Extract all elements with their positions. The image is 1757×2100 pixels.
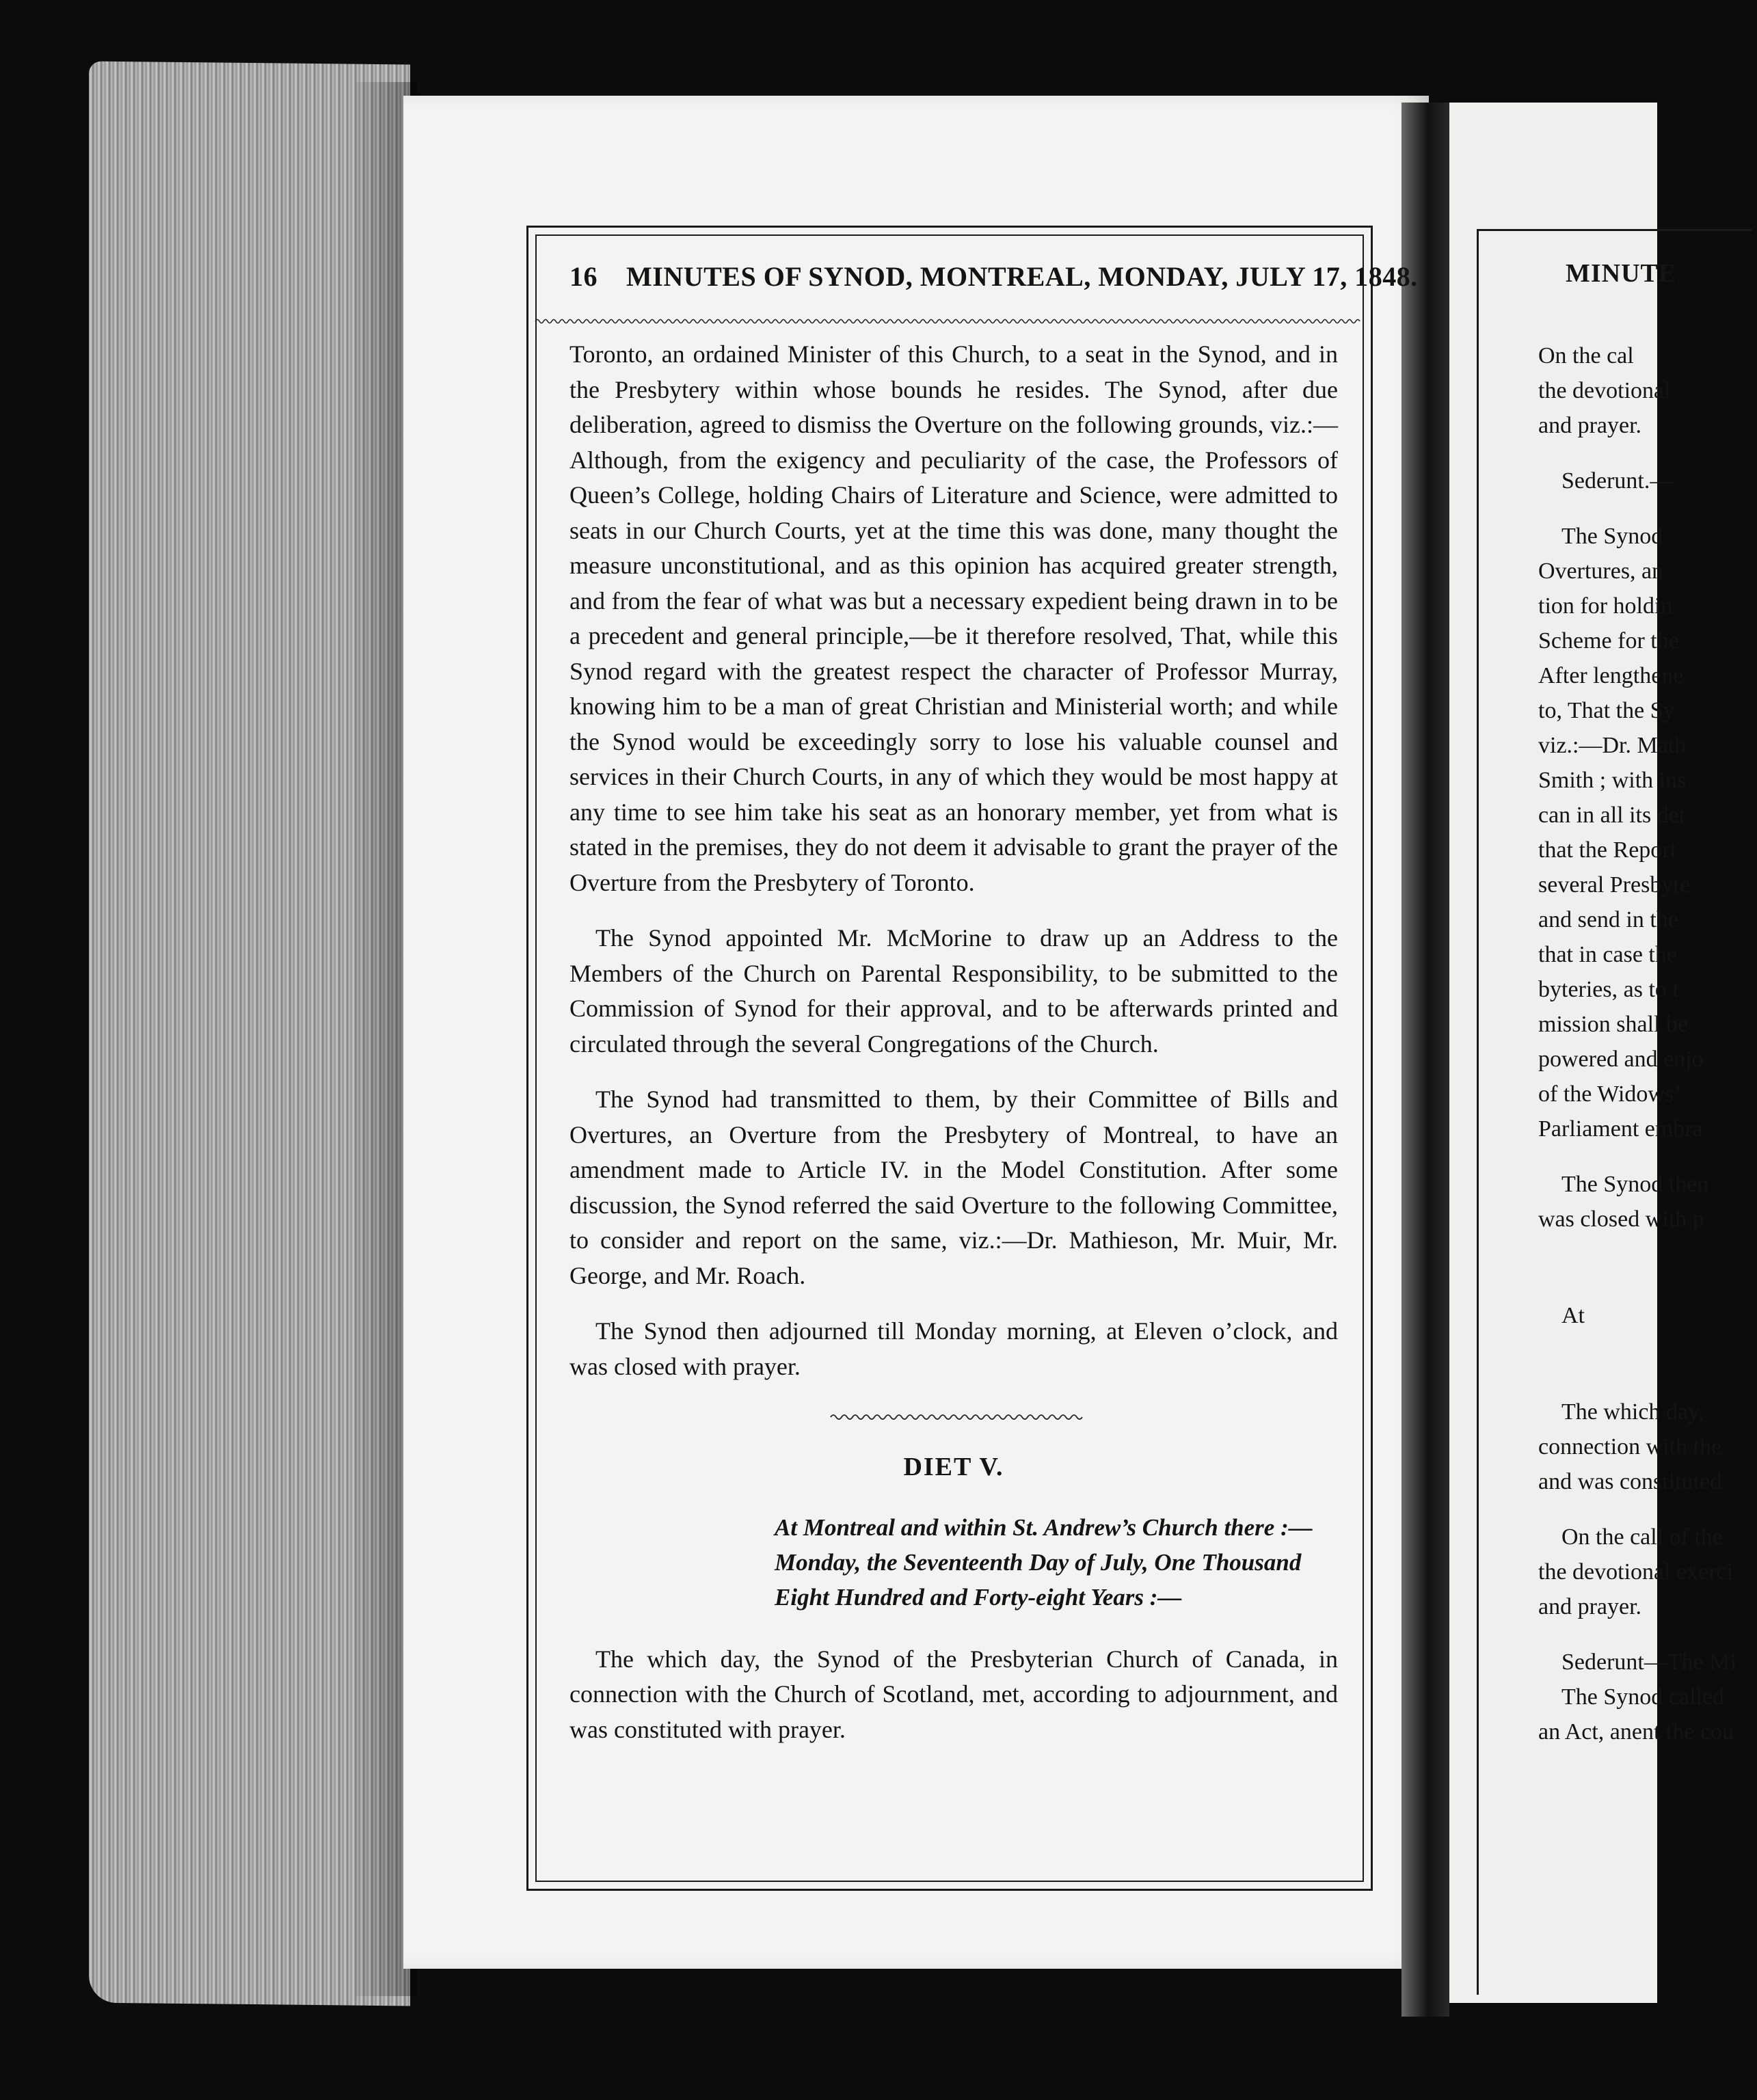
right-page-line: The which day, bbox=[1561, 1399, 1704, 1425]
right-page-line: powered and enjo bbox=[1538, 1047, 1704, 1072]
right-page-line: that in case the bbox=[1538, 942, 1677, 967]
right-page-line: Parliament embra bbox=[1538, 1116, 1703, 1142]
right-page-gap bbox=[1538, 498, 1757, 519]
right-page-line: of the Widows’ bbox=[1538, 1081, 1682, 1107]
right-page-line: was closed with p bbox=[1538, 1207, 1704, 1232]
text-frame bbox=[526, 226, 1418, 1891]
right-page-gap bbox=[1538, 1499, 1757, 1520]
paragraph-1: Toronto, an ordained Minister of this Church, to a seat in the Synod, and in the Presbytery within whose bounds he resides. The Synod, after due deliberation, agreed to dismiss the Overture on the following grounds, viz.:—Although, from the exigency and peculiarity of the case, the Professors of Queen’s College, holding Chairs of Literature and Science, were admitted to seats in our Church Courts, yet at the time this was done, many thought the measure unconstitutional, and as this opinion has acquired greater strength, and from the fear of what was but a necessary expedient being drawn in to be a precedent and general principle,—be it therefore resolved, That, while this Synod regard with the greatest respect the character of Professor Murray, knowing him to be a man of great Christian and Ministerial worth; and while the Synod would be exceedingly sorry to lose his valuable counsel and services in their Church Courts, in any of which they would be most happy at any time to see him take his seat as an honorary member, yet from what is stated in the premises, they do not deem it advisable to grant the prayer of the Overture from the Presbytery of Toronto. bbox=[569, 340, 1338, 896]
right-page-gap bbox=[1538, 1624, 1757, 1645]
paragraph-2: The Synod appointed Mr. McMorine to draw up an Address to the Members of the Church on Parental Responsibility, to be submitted to the Commission of Synod for their approval, and to be afterwards printed and circulated through the several Congregations of the Church. bbox=[569, 924, 1338, 1058]
right-page-line: and was constituted bbox=[1538, 1469, 1722, 1494]
right-page-line: tion for holdin bbox=[1538, 593, 1673, 619]
right-page-line: and send in the bbox=[1538, 907, 1678, 932]
right-page-line: Sederunt.— bbox=[1561, 468, 1674, 494]
right-page-line: The Synod called bbox=[1561, 1684, 1724, 1710]
right-page-line: the devotional exerci bbox=[1538, 1559, 1734, 1585]
page-number: 16 bbox=[569, 261, 598, 292]
ornamental-rule bbox=[831, 1412, 1077, 1423]
right-page-gap bbox=[1538, 1374, 1757, 1395]
right-page-line: Sederunt—The Mi bbox=[1561, 1650, 1736, 1675]
right-page-gap bbox=[1538, 1333, 1757, 1354]
right-page-line: connection with the bbox=[1538, 1434, 1722, 1459]
right-page-gap bbox=[1538, 1257, 1757, 1278]
closing-paragraph: The which day, the Synod of the Presbyterian Church of Canada, in connection with the Church of Scotland, met, according to adjournment, and was constituted with prayer. bbox=[569, 1645, 1338, 1743]
right-page-line: several Presbyte bbox=[1538, 872, 1690, 898]
right-page-line: The Synod bbox=[1561, 524, 1663, 549]
meeting-line: Eight Hundred and Forty-eight Years :— bbox=[775, 1583, 1182, 1611]
meeting-line: At Montreal and within St. Andrew’s Church there :— bbox=[775, 1513, 1313, 1541]
right-page-line: Overtures, an bbox=[1538, 558, 1664, 584]
right-page-gap bbox=[1538, 443, 1757, 463]
meeting-line: Monday, the Seventeenth Day of July, One Thousand bbox=[775, 1548, 1302, 1576]
right-page-line: the devotional bbox=[1538, 378, 1671, 403]
right-page-line: can in all its det bbox=[1538, 803, 1686, 828]
right-page-text bbox=[1538, 338, 1757, 1749]
right-page-line: Smith ; with ins bbox=[1538, 768, 1687, 793]
right-page-gap bbox=[1538, 1146, 1757, 1167]
running-head bbox=[569, 260, 1418, 293]
right-page-line: viz.:—Dr. Math bbox=[1538, 733, 1687, 758]
paragraph-3: The Synod had transmitted to them, by their Committee of Bills and Overtures, an Overture from the Presbytery of Montreal, to have an amendment made to Article IV. in the Model Constitution. After some discussion, the Synod referred the said Overture to the following Committee, to consider and report on the same, viz.:—Dr. Mathieson, Mr. Muir, Mr. George, and Mr. Roach. bbox=[569, 1086, 1338, 1289]
right-running-head: MINUTE bbox=[1566, 259, 1677, 288]
right-page-line: and prayer. bbox=[1538, 413, 1642, 438]
right-page-line: mission shall be bbox=[1538, 1012, 1689, 1037]
right-page-line: Scheme for the bbox=[1538, 628, 1679, 654]
right-page-line: The Synod then bbox=[1561, 1172, 1709, 1197]
book-gutter bbox=[1401, 103, 1449, 2017]
right-page-gap bbox=[1538, 1354, 1757, 1374]
right-page-line: and prayer. bbox=[1538, 1594, 1642, 1619]
running-head-title: MINUTES OF SYNOD, MONTREAL, MONDAY, JULY 17, 1848. bbox=[626, 261, 1418, 292]
wavy-rule bbox=[535, 317, 1356, 326]
right-page-line: At bbox=[1561, 1303, 1585, 1328]
right-page-line: an Act, anent the cou bbox=[1538, 1719, 1734, 1745]
meeting-place-date bbox=[569, 1510, 1338, 1615]
right-page-line: On the call of the bbox=[1561, 1524, 1724, 1550]
right-page-line: byteries, as to t bbox=[1538, 977, 1679, 1002]
body-text bbox=[569, 337, 1338, 1768]
diet-heading: DIET V. bbox=[903, 1453, 1004, 1481]
right-page-line: that the Report bbox=[1538, 837, 1677, 863]
right-page-line: On the cal bbox=[1538, 343, 1634, 368]
right-page-gap bbox=[1538, 1278, 1757, 1298]
right-page-gap bbox=[1538, 1237, 1757, 1257]
paragraph-4: The Synod then adjourned till Monday morning, at Eleven o’clock, and was closed with prayer. bbox=[569, 1317, 1338, 1380]
right-page-line: to, That the Sy bbox=[1538, 698, 1675, 723]
right-page-line: After lengthene bbox=[1538, 663, 1684, 688]
